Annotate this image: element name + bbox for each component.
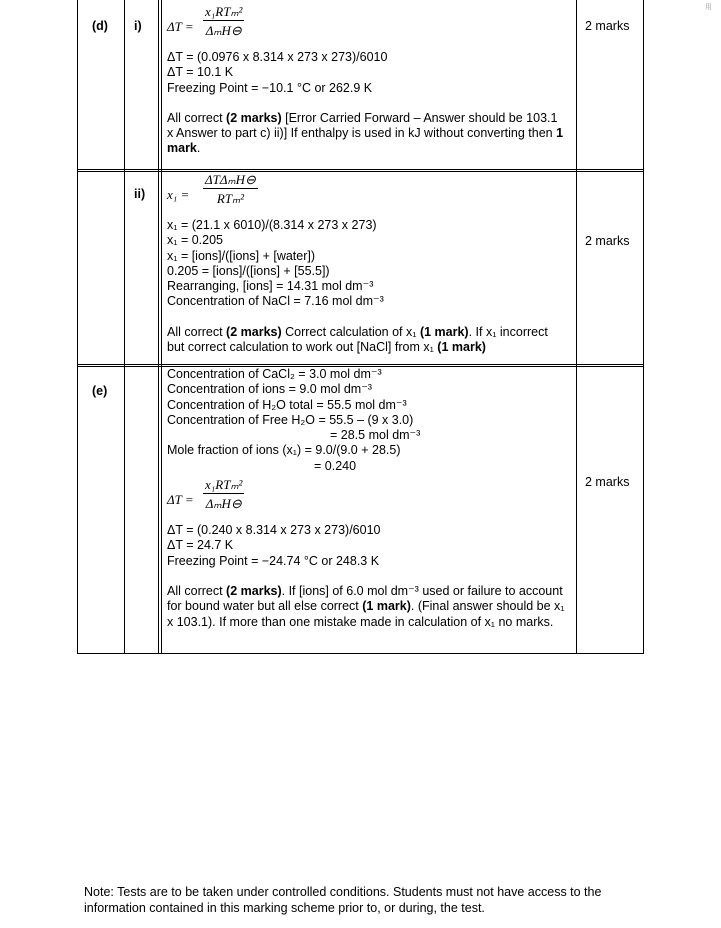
table-row-e: [78, 367, 644, 654]
working-line: ΔT = 10.1 K: [167, 65, 234, 80]
corner-stamp: [703, 0, 719, 10]
marks-value: 2 marks: [585, 234, 630, 248]
svg-text:用: 用: [705, 3, 712, 11]
working-line: Concentration of NaCl = 7.16 mol dm⁻³: [167, 294, 384, 309]
working-line: ΔT = 24.7 K: [167, 538, 234, 553]
answer-content: [167, 367, 572, 630]
working-line: = 0.240: [314, 458, 357, 473]
working-line: ΔT = (0.240 x 8.314 x 273 x 273)/6010: [167, 523, 381, 538]
working-line: Concentration of ions = 9.0 mol dm⁻³: [167, 382, 372, 397]
working-line: Mole fraction of ions (x₁) = 9.0/(9.0 + 28.5): [167, 443, 401, 458]
subpart-label: ii): [134, 187, 146, 201]
subpart-label: i): [134, 19, 142, 33]
marking-scheme-table: [77, 0, 644, 654]
working-line: x₁ = (21.1 x 6010)/(8.314 x 273 x 273): [167, 218, 377, 232]
formula: ΔT = x₁RTₘ² ΔₘH⊖: [167, 4, 243, 39]
answer-content: [167, 172, 572, 355]
working-line: Freezing Point = −10.1 °C or 262.9 K: [167, 80, 373, 95]
table-row-d-i: [78, 0, 644, 170]
mark-allocation-note: All correct (2 marks) [Error Carried Forward – Answer should be 103.1 x Answer to part c) ii)] If enthalpy is used in kJ without converting then 1 mark.: [167, 110, 564, 156]
part-label: (d): [92, 19, 108, 33]
working-line: Freezing Point = −24.74 °C or 248.3 K: [167, 553, 380, 568]
working-line: x₁ = [ions]/([ions] + [water]): [167, 248, 316, 263]
formula: x₁ = ΔTΔₘH⊖ RTₘ²: [167, 172, 256, 207]
answer-content: [167, 4, 572, 157]
table-row-d-ii: [78, 172, 644, 365]
working-line: x₁ = 0.205: [167, 233, 223, 248]
part-label: (e): [92, 384, 108, 398]
working-line: Rearranging, [ions] = 14.31 mol dm⁻³: [167, 279, 374, 294]
working-line: ΔT = (0.0976 x 8.314 x 273 x 273)/6010: [167, 50, 388, 64]
working-line: = 28.5 mol dm⁻³: [330, 428, 421, 443]
working-line: Concentration of Free H₂O = 55.5 – (9 x 3.0): [167, 412, 414, 427]
formula: ΔT = x₁RTₘ² ΔₘH⊖: [167, 477, 243, 512]
marks-value: 2 marks: [585, 19, 630, 33]
working-line: Concentration of CaCl₂ = 3.0 mol dm⁻³: [167, 367, 382, 381]
mark-allocation-note: All correct (2 marks) Correct calculation of x₁ (1 mark). If x₁ incorrect but correct calculation to work out [NaCl] from x₁ (1 mark): [167, 324, 548, 355]
working-line: 0.205 = [ions]/([ions] + [55.5]): [167, 263, 330, 278]
marks-value: 2 marks: [585, 475, 630, 489]
working-line: Concentration of H₂O total = 55.5 mol dm⁻³: [167, 397, 407, 412]
mark-allocation-note: All correct (2 marks). If [ions] of 6.0 mol dm⁻³ used or failure to account for bound water but all else correct (1 mark). (Final answer should be x₁ x 103.1). If more than one mistake made in calculation of x₁ no marks.: [167, 583, 565, 629]
footer-note: Note: Tests are to be taken under controlled conditions. Students must not have access to the information contained in this marking scheme prior to, or during, the test.: [84, 885, 602, 915]
